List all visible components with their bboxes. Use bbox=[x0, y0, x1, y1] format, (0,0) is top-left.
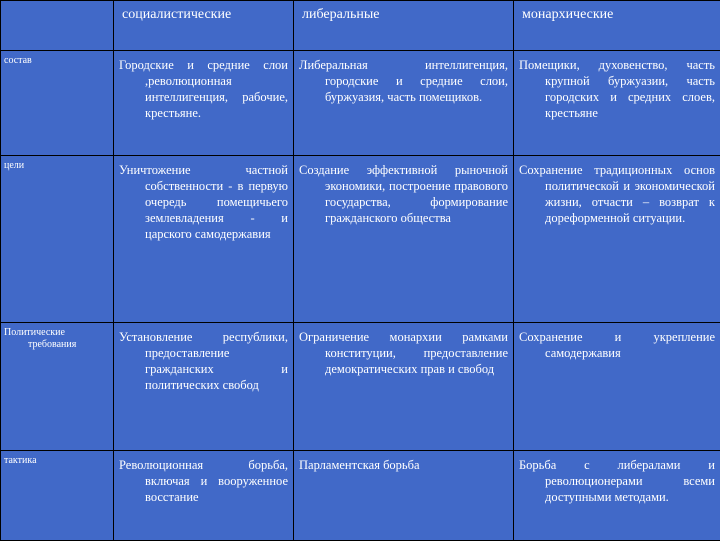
table-row-tactics bbox=[1, 451, 720, 541]
cell-composition-monarchist bbox=[514, 51, 720, 156]
cell-text: Уничтожение частной собственности - в первую очередь помещичьего землевладения - и царского самодержавия bbox=[119, 162, 288, 242]
cell-text: Борьба с либералами и революционерами всеми доступными методами. bbox=[519, 457, 715, 505]
cell-demands-monarchist bbox=[514, 323, 720, 451]
cell-composition-liberal bbox=[294, 51, 514, 156]
cell-demands-socialist bbox=[114, 323, 294, 451]
column-header-monarchist: монархические bbox=[514, 1, 720, 51]
row-label-goals bbox=[1, 156, 114, 323]
cell-goals-monarchist bbox=[514, 156, 720, 323]
cell-text: Городские и средние слои ,революционная интеллигенция, рабочие, крестьяне. bbox=[119, 57, 288, 121]
cell-text: Революционная борьба, включая и вооруженное восстание bbox=[119, 457, 288, 505]
cell-text: Либеральная интеллигенция, городские и средние слои, буржуазия, часть помещиков. bbox=[299, 57, 508, 105]
cell-text: Установление республики, предоставление гражданских и политических свобод bbox=[119, 329, 288, 393]
cell-tactics-monarchist bbox=[514, 451, 720, 541]
row-label-composition bbox=[1, 51, 114, 156]
cell-text: Сохранение традиционных основ политической и экономической жизни, отчасти – возврат к дореформенной ситуации. bbox=[519, 162, 715, 226]
row-label-text-continued: требования bbox=[4, 339, 110, 351]
row-label-text: тактика bbox=[4, 455, 37, 466]
header-row bbox=[1, 1, 720, 51]
cell-goals-socialist bbox=[114, 156, 294, 323]
cell-text: Создание эффективной рыночной экономики, построение правового государства, формирование гражданского общества bbox=[299, 162, 508, 226]
cell-goals-liberal bbox=[294, 156, 514, 323]
cell-tactics-liberal bbox=[294, 451, 514, 541]
cell-text: Помещики, духовенство, часть крупной буржуазии, часть городских и средних слоев, крестьяне bbox=[519, 57, 715, 121]
row-label-political-demands bbox=[1, 323, 114, 451]
cell-composition-socialist bbox=[114, 51, 294, 156]
row-label-text: Политические bbox=[4, 327, 65, 338]
cell-text: Ограничение монархии рамками конституции, предоставление демократических прав и свобод bbox=[299, 329, 508, 377]
table-row-goals bbox=[1, 156, 720, 323]
row-label-tactics bbox=[1, 451, 114, 541]
column-header-socialist: социалистические bbox=[114, 1, 294, 51]
table-row-political-demands bbox=[1, 323, 720, 451]
row-label-text: состав bbox=[4, 55, 32, 66]
cell-text: Сохранение и укрепление самодержавия bbox=[519, 329, 715, 361]
table-row-composition bbox=[1, 51, 720, 156]
corner-cell bbox=[1, 1, 114, 51]
cell-demands-liberal bbox=[294, 323, 514, 451]
cell-text: Парламентская борьба bbox=[299, 457, 508, 473]
cell-tactics-socialist bbox=[114, 451, 294, 541]
row-label-text: цели bbox=[4, 160, 24, 171]
column-header-liberal: либеральные bbox=[294, 1, 514, 51]
